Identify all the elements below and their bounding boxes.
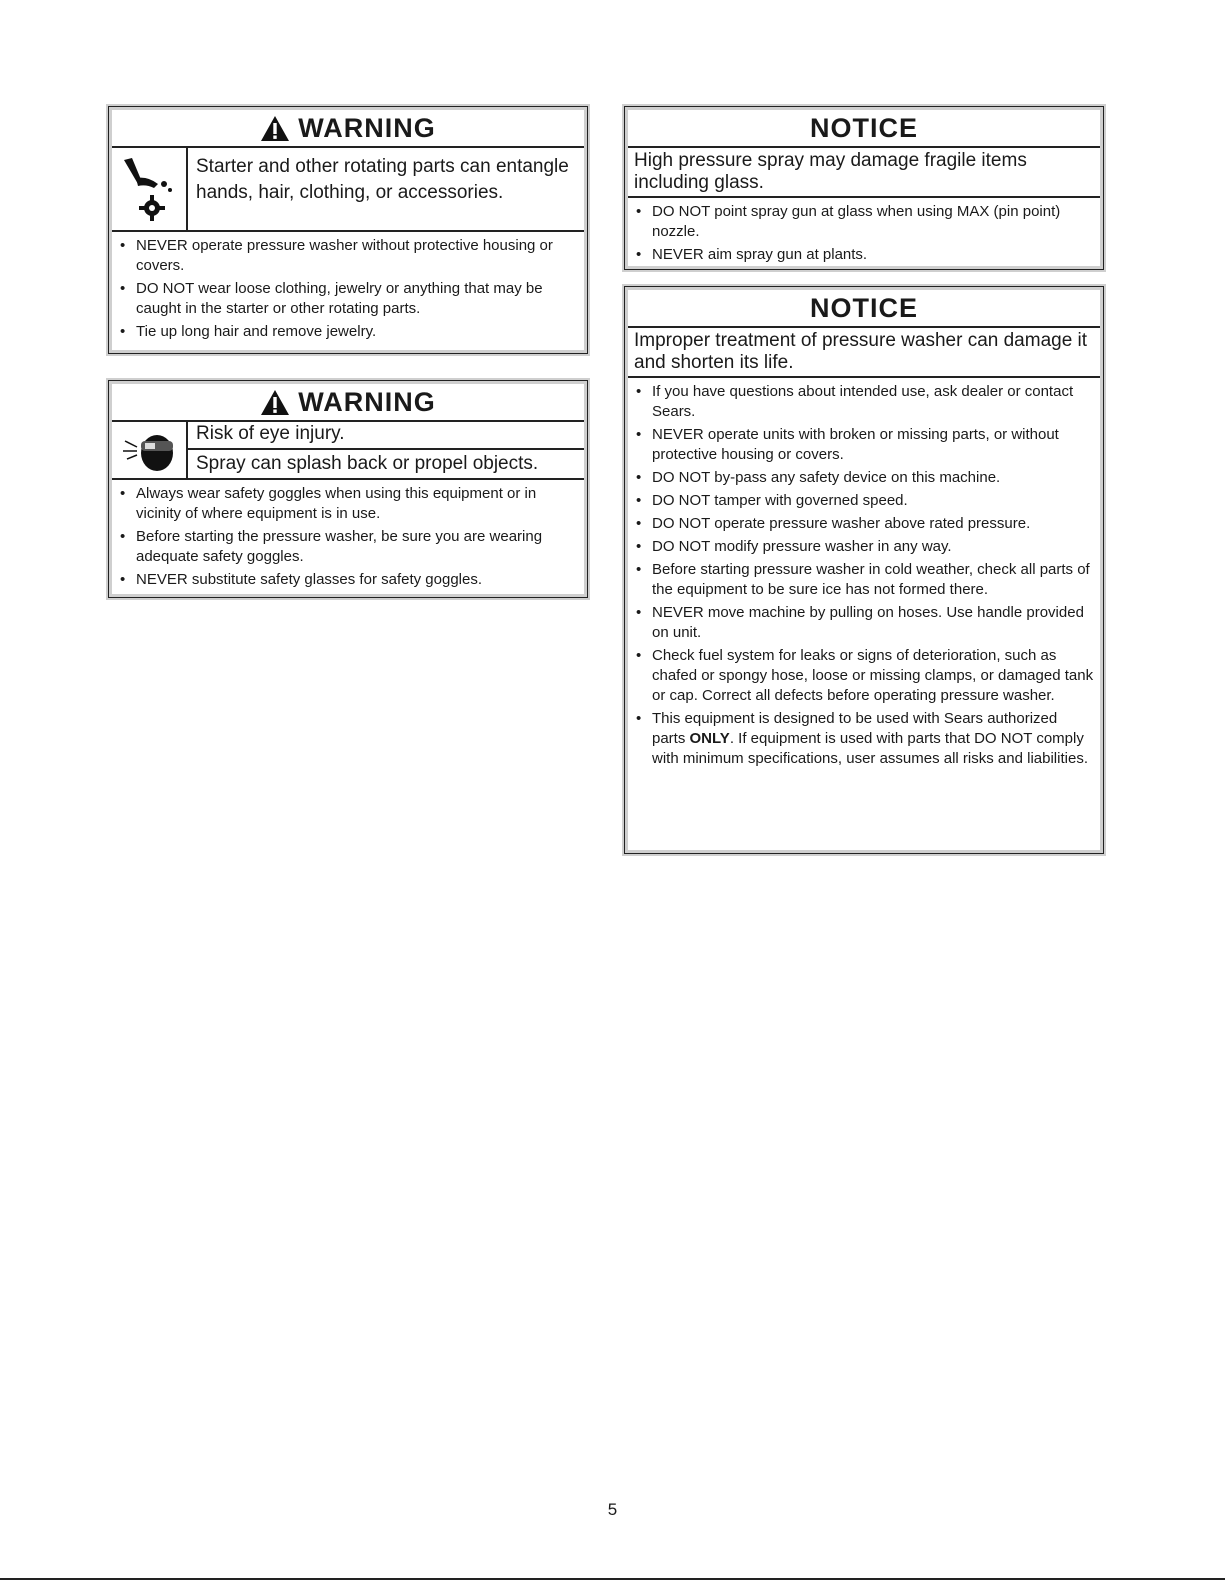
list-item: • NEVER operate units with broken or missing parts, or without protective housing or covers. xyxy=(636,425,1094,465)
list-item: • DO NOT tamper with governed speed. xyxy=(636,491,1094,511)
list-item: • DO NOT modify pressure washer in any way. xyxy=(636,537,1094,557)
notice-list xyxy=(628,198,1100,272)
warning-title: WARNING xyxy=(298,386,436,417)
warning-triangle-icon xyxy=(260,389,290,416)
notice-list xyxy=(628,378,1100,776)
notice-box-fragile-items xyxy=(622,104,1106,272)
notice-title: NOTICE xyxy=(809,112,918,143)
list-item: • Before starting the pressure washer, be sure you are wearing adequate safety goggles. xyxy=(120,527,578,567)
warning-header xyxy=(112,384,584,422)
hazard-description: Starter and other rotating parts can entangle hands, hair, clothing, or accessories. xyxy=(196,156,569,203)
list-item: • Tie up long hair and remove jewelry. xyxy=(120,322,578,342)
warning-title: WARNING xyxy=(298,112,436,143)
warning-box-eye-injury xyxy=(106,378,590,600)
list-item: • NEVER aim spray gun at plants. xyxy=(636,245,1094,265)
list-item-text: . If equipment is used with parts that DO NOT comply with minimum specifications, user assumes all risks and liabilities. xyxy=(652,730,1088,767)
notice-intro: High pressure spray may damage fragile items including glass. xyxy=(628,148,1100,198)
list-item: • DO NOT operate pressure washer above rated pressure. xyxy=(636,514,1094,534)
list-item: • Before starting pressure washer in cold weather, check all parts of the equipment to be sure ice has not formed there. xyxy=(636,560,1094,600)
list-item: • Always wear safety goggles when using this equipment or in vicinity of where equipment is in use. xyxy=(120,484,578,524)
list-item: • DO NOT point spray gun at glass when using MAX (pin point) nozzle. xyxy=(636,202,1094,242)
eye-protection-icon xyxy=(112,422,188,478)
hazard-line: Spray can splash back or propel objects. xyxy=(196,453,539,474)
list-item: • NEVER substitute safety glasses for safety goggles. xyxy=(120,570,578,590)
warning-list xyxy=(112,232,584,349)
emphasis-only: ONLY xyxy=(689,730,730,747)
list-item xyxy=(636,709,1094,769)
notice-header xyxy=(628,290,1100,328)
warning-header xyxy=(112,110,584,148)
list-item-text: This equipment is designed to be used with Sears authorized parts xyxy=(652,710,1058,747)
notice-box-improper-treatment xyxy=(622,284,1106,856)
list-item: • NEVER move machine by pulling on hoses. Use handle provided on unit. xyxy=(636,603,1094,643)
warning-list xyxy=(112,480,584,597)
list-item: • DO NOT wear loose clothing, jewelry or anything that may be caught in the starter or other rotating parts. xyxy=(120,279,578,319)
hazard-line: Risk of eye injury. xyxy=(188,422,584,450)
warning-triangle-icon xyxy=(260,115,290,142)
notice-title: NOTICE xyxy=(809,292,918,323)
entanglement-hazard-icon xyxy=(112,148,188,230)
list-item: • Check fuel system for leaks or signs of deterioration, such as chafed or spongy hose, loose or missing clamps, or damaged tank or cap. Correct all defects before operating pressure washer. xyxy=(636,646,1094,706)
list-item: • If you have questions about intended use, ask dealer or contact Sears. xyxy=(636,382,1094,422)
page-number: 5 xyxy=(607,1500,618,1519)
warning-box-entanglement xyxy=(106,104,590,356)
bottom-rule xyxy=(0,1578,1225,1580)
notice-intro: Improper treatment of pressure washer can damage it and shorten its life. xyxy=(628,328,1100,378)
list-item: • NEVER operate pressure washer without protective housing or covers. xyxy=(120,236,578,276)
notice-header xyxy=(628,110,1100,148)
list-item: • DO NOT by-pass any safety device on this machine. xyxy=(636,468,1094,488)
